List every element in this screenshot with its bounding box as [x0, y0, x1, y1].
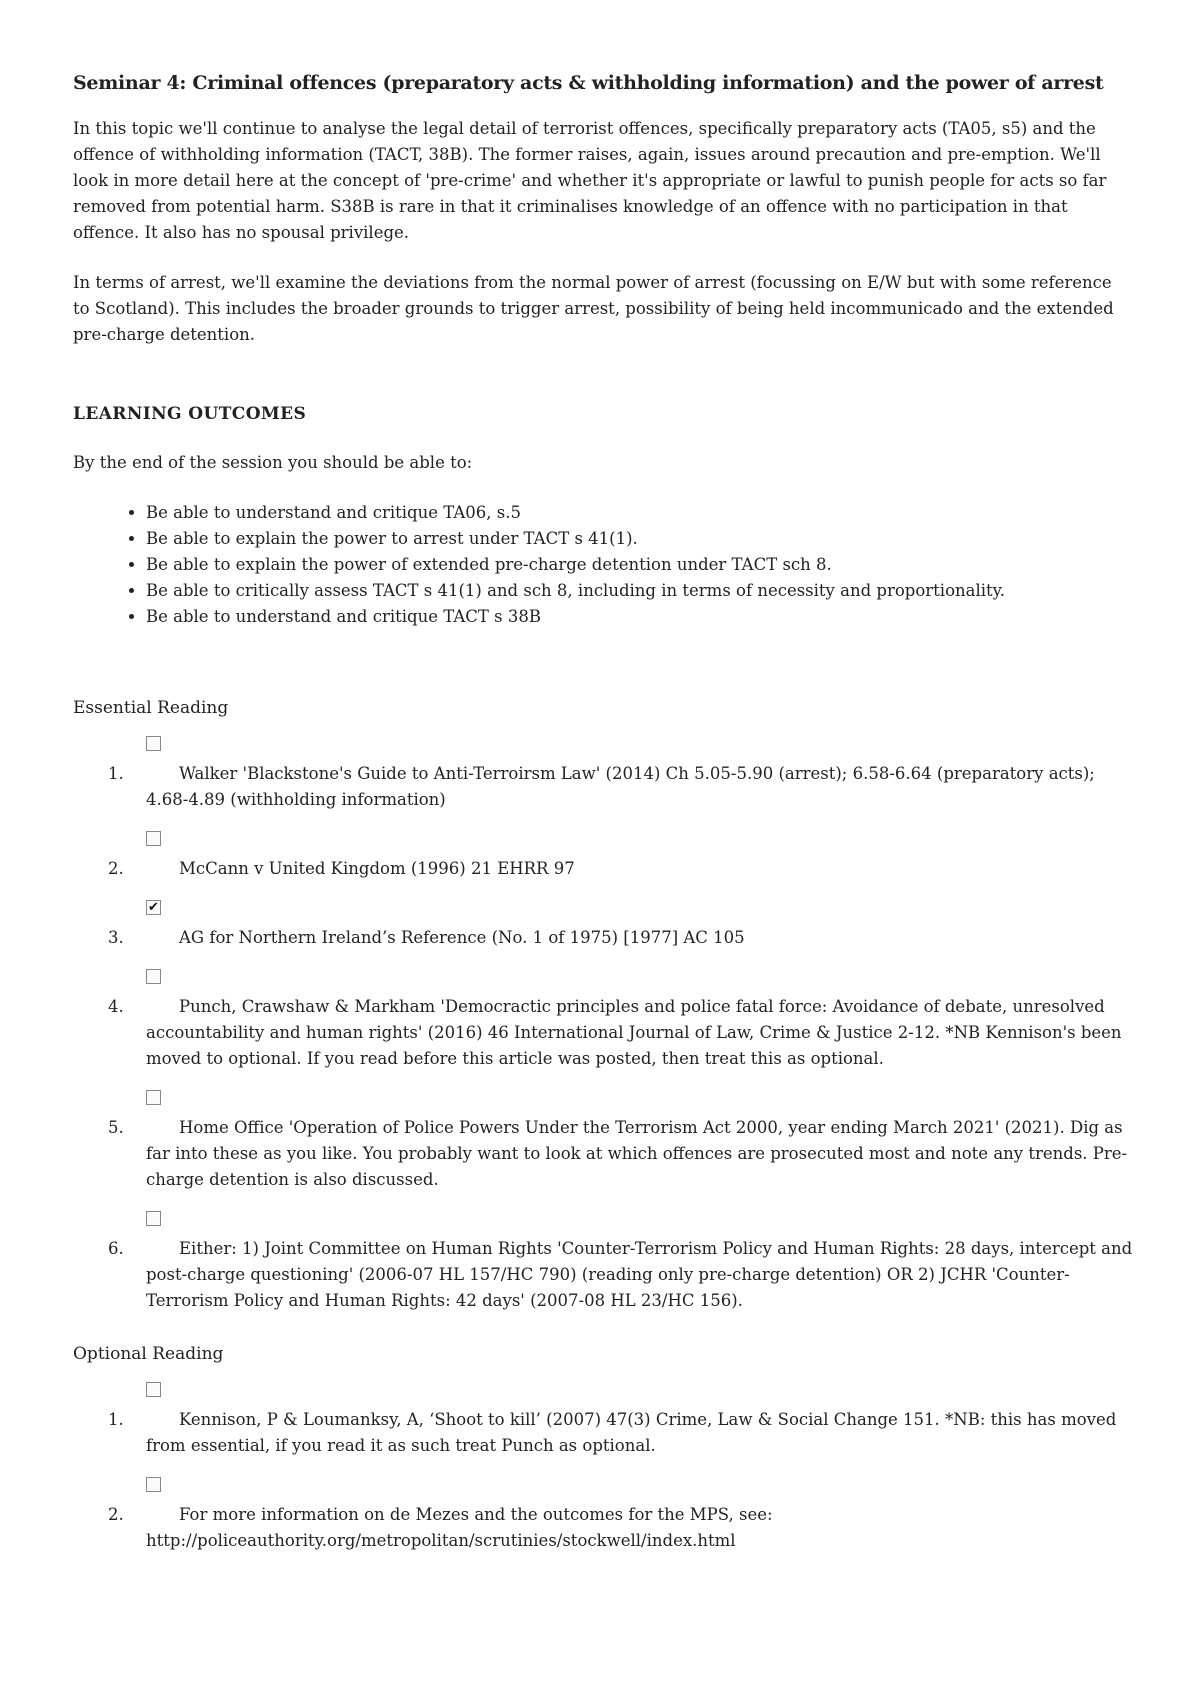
read-checkbox[interactable] [146, 1477, 161, 1492]
read-checkbox[interactable] [146, 1211, 161, 1226]
read-checkbox[interactable]: ✔ [146, 900, 161, 915]
essential-reading-list [73, 736, 1133, 1314]
item-number: 2. [108, 1505, 124, 1524]
item-number: 4. [108, 997, 124, 1016]
read-checkbox[interactable] [146, 736, 161, 751]
item-text: Kennison, P & Loumanksy, A, ‘Shoot to kill’ (2007) 47(3) Crime, Law & Social Change 151. *NB: this has moved from essential, if you read it as such treat Punch as optional. [146, 1410, 1117, 1455]
read-checkbox[interactable] [146, 1090, 161, 1105]
item-text: For more information on de Mezes and the outcomes for the MPS, see: [179, 1505, 773, 1524]
essential-reading-heading: Essential Reading [73, 698, 229, 718]
item-link[interactable]: http://policeauthority.org/metropolitan/scrutinies/stockwell/index.html [146, 1531, 736, 1550]
item-number: 2. [108, 859, 124, 878]
optional-reading-item [73, 1382, 1133, 1459]
item-number: 5. [108, 1118, 124, 1137]
essential-reading-item [73, 1090, 1133, 1193]
item-text: Home Office 'Operation of Police Powers Under the Terrorism Act 2000, year ending March 2021' (2021). Dig as far into these as you like. You probably want to look at which offences are prosecuted most and note any trends. Pre-charge detention is also discussed. [146, 1118, 1128, 1189]
item-number: 1. [108, 764, 124, 783]
item-text: Punch, Crawshaw & Markham 'Democractic principles and police fatal force: Avoidance of debate, unresolved accountability and human rights' (2016) 46 International Journal of Law, Crime & Justice 2-12. *NB Kennison's been moved to optional. If you read before this article was posted, then treat this as optional. [146, 997, 1122, 1068]
learning-outcomes-list [73, 500, 1133, 630]
item-text: AG for Northern Ireland’s Reference (No. 1 of 1975) [1977] AC 105 [179, 928, 745, 947]
list-item: • Be able to understand and critique TA06, s.5 [146, 500, 1133, 526]
essential-reading-item [73, 831, 1133, 882]
optional-reading-heading: Optional Reading [73, 1344, 224, 1364]
read-checkbox[interactable] [146, 831, 161, 846]
item-number: 1. [108, 1410, 124, 1429]
essential-reading-item [73, 736, 1133, 813]
document-page [73, 60, 1133, 1554]
intro-paragraph-1: In this topic we'll continue to analyse the legal detail of terrorist offences, specifically preparatory acts (TA05, s5) and the offence of withholding information (TACT, 38B). The former raises, again, issues around precaution and pre-emption. We'll look in more detail here at the concept of 'pre-crime' and whether it's appropriate or lawful to punish people for acts so far removed from potential harm. S38B is rare in that it criminalises knowledge of an offence with no participation in that offence. It also has no spousal privilege. [73, 119, 1107, 242]
item-number: 6. [108, 1239, 124, 1258]
list-item: • Be able to explain the power to arrest under TACT s 41(1). [146, 526, 1133, 552]
item-text: McCann v United Kingdom (1996) 21 EHRR 97 [179, 859, 575, 878]
item-text: Either: 1) Joint Committee on Human Rights 'Counter-Terrorism Policy and Human Rights: 28 days, intercept and post-charge questioning' (2006-07 HL 157/HC 790) (reading only pre-charge detention) OR 2) JCHR 'Counter-Terrorism Policy and Human Rights: 42 days' (2007-08 HL 23/HC 156). [146, 1239, 1133, 1310]
essential-reading-item [73, 1211, 1133, 1314]
intro-paragraph-2: In terms of arrest, we'll examine the deviations from the normal power of arrest (focussing on E/W but with some reference to Scotland). This includes the broader grounds to trigger arrest, possibility of being held incommunicado and the extended pre-charge detention. [73, 273, 1114, 344]
read-checkbox[interactable] [146, 1382, 161, 1397]
learning-outcomes-heading: LEARNING OUTCOMES [73, 404, 307, 424]
optional-reading-list [73, 1382, 1133, 1554]
item-number: 3. [108, 928, 124, 947]
essential-reading-item [73, 900, 1133, 951]
optional-reading-item [73, 1477, 1133, 1554]
page-title: Seminar 4: Criminal offences (preparatory acts & withholding information) and the power of arrest [73, 72, 1104, 94]
learning-outcomes-intro: By the end of the session you should be able to: [73, 453, 473, 472]
list-item: • Be able to explain the power of extended pre-charge detention under TACT sch 8. [146, 552, 1133, 578]
essential-reading-item [73, 969, 1133, 1072]
item-text: Walker 'Blackstone's Guide to Anti-Terroirsm Law' (2014) Ch 5.05-5.90 (arrest); 6.58-6.64 (preparatory acts); 4.68-4.89 (withholding information) [146, 764, 1095, 809]
list-item: • Be able to critically assess TACT s 41(1) and sch 8, including in terms of necessity and proportionality. [146, 578, 1133, 604]
list-item: • Be able to understand and critique TACT s 38B [146, 604, 1133, 630]
read-checkbox[interactable] [146, 969, 161, 984]
